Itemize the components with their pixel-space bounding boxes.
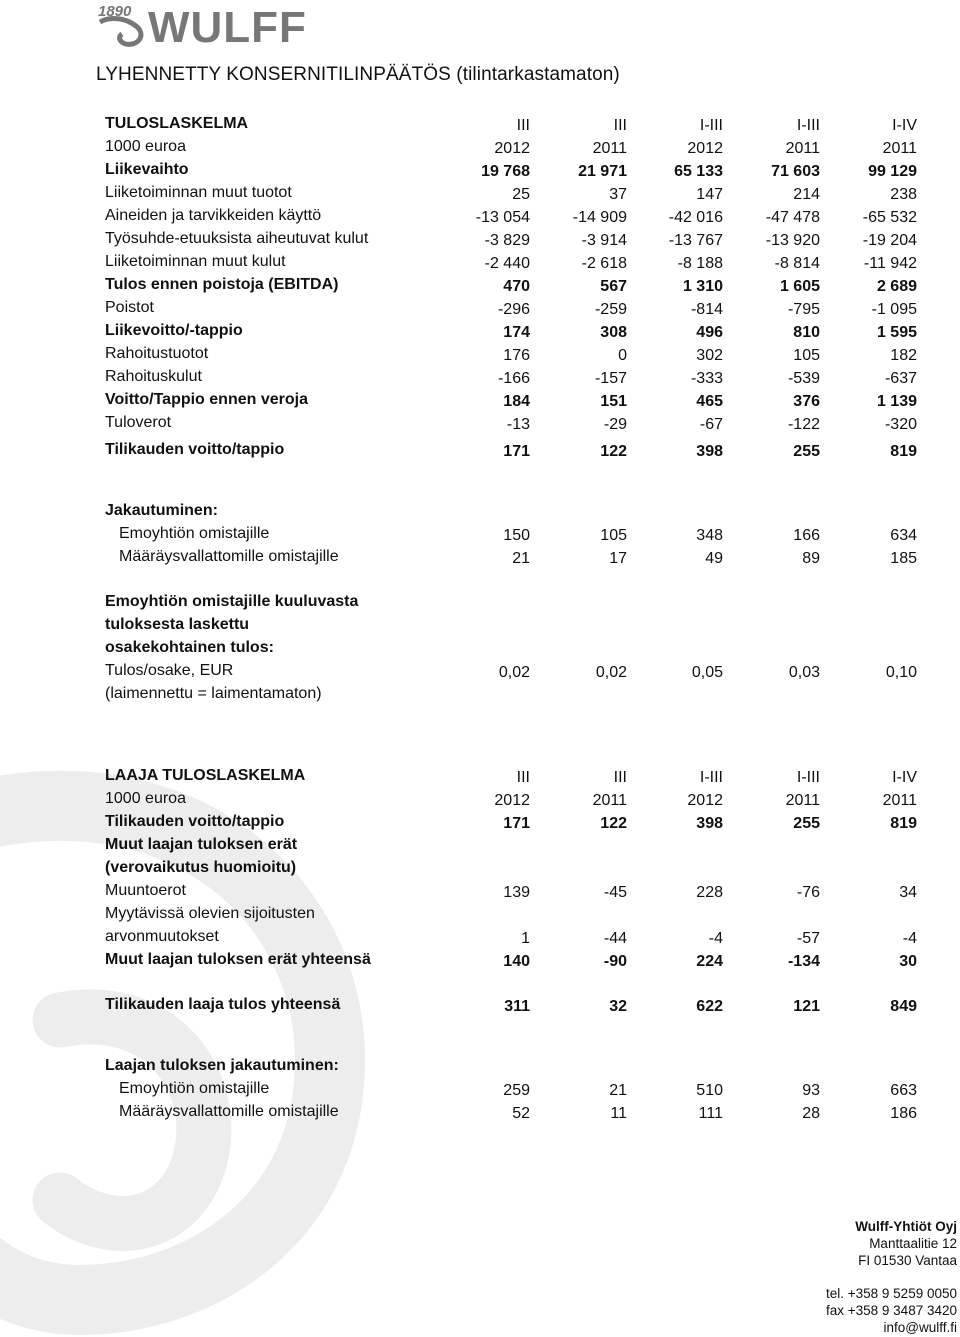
cell-value: 308	[600, 324, 627, 341]
cell-value: -29	[603, 416, 627, 433]
unit-label: 1000 euroa	[105, 138, 186, 155]
cell-value: 21	[512, 550, 530, 567]
cell-value: 238	[890, 186, 917, 203]
cell-value: 122	[600, 815, 627, 832]
table-row	[105, 902, 917, 925]
table-row	[105, 158, 917, 181]
row-label: Työsuhde-etuuksista aiheutuvat kulut	[105, 230, 369, 247]
cell-value: 89	[802, 550, 820, 567]
period-label: I-IV	[892, 769, 917, 786]
cell-value: 0,02	[595, 664, 627, 681]
year-label: 2012	[494, 140, 530, 157]
cell-value: -13 054	[475, 209, 530, 226]
table-row	[105, 319, 917, 342]
eps-heading-row	[105, 636, 917, 659]
cell-value: 21	[609, 1082, 627, 1099]
table-row	[105, 438, 917, 461]
year-label: 2011	[785, 792, 820, 809]
cell-value: -57	[796, 930, 820, 947]
cell-value: 228	[696, 884, 723, 901]
email-link[interactable]: info@wulff.fi	[883, 1320, 957, 1335]
cell-value: 52	[512, 1105, 530, 1122]
cell-value: 1 139	[876, 393, 917, 410]
cell-value: 49	[705, 550, 723, 567]
distribution-heading-row	[105, 1054, 917, 1077]
year-label: 2011	[592, 140, 627, 157]
cell-value: 0,02	[498, 664, 530, 681]
row-label: Liiketoiminnan muut kulut	[105, 253, 286, 270]
oci-heading-line: (verovaikutus huomioitu)	[105, 859, 297, 876]
period-label: I-III	[796, 769, 820, 786]
row-label: Poistot	[105, 299, 154, 316]
cell-value: -76	[796, 884, 820, 901]
cell-value: -4	[708, 930, 723, 947]
row-label: Tulos ennen poistoja (EBITDA)	[105, 276, 339, 293]
year-label: 2011	[785, 140, 820, 157]
cell-value: -8 814	[774, 255, 820, 272]
distribution-heading: Laajan tuloksen jakautuminen:	[105, 1057, 339, 1074]
row-label: Liikevoitto/-tappio	[105, 322, 243, 339]
cell-value: -795	[787, 301, 820, 318]
cell-value: 17	[609, 550, 627, 567]
row-label: Voitto/Tappio ennen veroja	[105, 391, 308, 408]
table-row-total	[105, 948, 917, 971]
row-label: Emoyhtiön omistajille	[119, 1080, 270, 1097]
year-label: 2011	[592, 792, 627, 809]
comprehensive-heading: LAAJA TULOSLASKELMA	[105, 767, 306, 784]
cell-value: 121	[793, 998, 820, 1015]
cell-value: -42 016	[668, 209, 723, 226]
row-label: Rahoitustuotot	[105, 345, 209, 362]
cell-value: 99 129	[868, 163, 917, 180]
eps-label: Tulos/osake, EUR	[105, 662, 234, 679]
eps-heading-row	[105, 613, 917, 636]
row-label: Määräysvallattomille omistajille	[119, 548, 339, 565]
logo-year: 1890	[98, 3, 132, 20]
cell-value: -259	[594, 301, 627, 318]
comprehensive-header-row	[105, 764, 917, 787]
income-header-row	[105, 112, 917, 135]
cell-value: 37	[609, 186, 627, 203]
cell-value: 19 768	[481, 163, 530, 180]
cell-value: -637	[884, 370, 917, 387]
cell-value: 105	[793, 347, 820, 364]
cell-value: -13 920	[765, 232, 820, 249]
cell-value: 139	[503, 884, 530, 901]
table-row-total	[105, 993, 917, 1016]
cell-value: 1 605	[779, 278, 820, 295]
oci-heading-row	[105, 856, 917, 879]
city-address: FI 01530 Vantaa	[858, 1253, 957, 1268]
row-label: Muuntoerot	[105, 882, 186, 899]
row-label: Rahoituskulut	[105, 368, 202, 385]
cell-value: 311	[504, 998, 530, 1015]
phone-number: tel. +358 9 5259 0050	[826, 1286, 957, 1301]
cell-value: 398	[696, 815, 723, 832]
row-label: arvonmuutokset	[105, 928, 219, 945]
oci-heading-line: Muut laajan tuloksen erät	[105, 836, 298, 853]
distribution-heading-row	[105, 499, 917, 522]
period-label: I-III	[699, 117, 723, 134]
period-label: III	[516, 117, 530, 134]
period-label: III	[613, 117, 627, 134]
eps-heading-line: osakekohtainen tulos:	[105, 639, 274, 656]
cell-value: 25	[512, 186, 530, 203]
cell-value: 184	[503, 393, 530, 410]
year-label: 2012	[687, 792, 723, 809]
year-label: 2011	[882, 140, 917, 157]
cell-value: 259	[503, 1082, 530, 1099]
row-label: Tilikauden laaja tulos yhteensä	[105, 996, 341, 1013]
cell-value: -19 204	[862, 232, 917, 249]
cell-value: 0	[618, 347, 627, 364]
cell-value: -1 095	[871, 301, 917, 318]
eps-row	[105, 659, 917, 682]
cell-value: 810	[793, 324, 820, 341]
wulff-logo	[96, 2, 371, 48]
cell-value: 186	[890, 1105, 917, 1122]
cell-value: -333	[690, 370, 723, 387]
row-label: Muut laajan tuloksen erät yhteensä	[105, 951, 371, 968]
table-row	[105, 1100, 917, 1123]
row-label: Tilikauden voitto/tappio	[105, 813, 285, 830]
cell-value: 150	[503, 527, 530, 544]
cell-value: -122	[787, 416, 820, 433]
cell-value: -157	[594, 370, 627, 387]
cell-value: 176	[503, 347, 530, 364]
logo-wordmark: WULFF	[148, 3, 307, 48]
row-label: Emoyhtiön omistajille	[119, 525, 270, 542]
cell-value: 21 971	[578, 163, 627, 180]
income-statement	[105, 112, 917, 705]
cell-value: 105	[600, 527, 627, 544]
company-address-block	[826, 1218, 957, 1336]
table-row	[105, 810, 917, 833]
cell-value: 496	[696, 324, 723, 341]
income-rows	[105, 158, 917, 461]
cell-value: -45	[603, 884, 627, 901]
cell-value: 622	[696, 998, 723, 1015]
row-label: Myytävissä olevien sijoitusten	[105, 905, 315, 922]
table-row	[105, 342, 917, 365]
cell-value: 174	[503, 324, 530, 341]
income-heading: TULOSLASKELMA	[105, 115, 249, 132]
table-row	[105, 545, 917, 568]
cell-value: 2 689	[876, 278, 917, 295]
cell-value: 28	[802, 1105, 820, 1122]
cell-value: -90	[603, 953, 627, 970]
period-label: I-III	[796, 117, 820, 134]
income-unit-row	[105, 135, 917, 158]
row-label: Tilikauden voitto/tappio	[105, 441, 285, 458]
cell-value: 376	[793, 393, 820, 410]
cell-value: 171	[503, 815, 530, 832]
cell-value: 663	[890, 1082, 917, 1099]
cell-value: 348	[696, 527, 723, 544]
cell-value: 11	[610, 1105, 627, 1122]
year-label: 2011	[882, 792, 917, 809]
table-row	[105, 250, 917, 273]
cell-value: 171	[503, 443, 530, 460]
cell-value: 30	[899, 953, 917, 970]
eps-note-row	[105, 682, 917, 705]
cell-value: 255	[793, 815, 820, 832]
cell-value: -134	[787, 953, 820, 970]
cell-value: -166	[497, 370, 530, 387]
table-row	[105, 388, 917, 411]
cell-value: -814	[690, 301, 723, 318]
cell-value: 634	[890, 527, 917, 544]
cell-value: -11 942	[863, 255, 917, 272]
company-name: Wulff-Yhtiöt Oyj	[855, 1219, 957, 1234]
cell-value: 819	[890, 443, 917, 460]
cell-value: 32	[609, 998, 627, 1015]
cell-value: 1	[521, 930, 530, 947]
cell-value: 0,05	[691, 664, 723, 681]
cell-value: 140	[503, 953, 530, 970]
cell-value: -2 440	[484, 255, 530, 272]
table-row	[105, 411, 917, 434]
table-row	[105, 925, 917, 948]
eps-note: (laimennettu = laimentamaton)	[105, 685, 322, 702]
street-address: Manttaalitie 12	[869, 1236, 957, 1251]
cell-value: 182	[890, 347, 917, 364]
table-row	[105, 522, 917, 545]
eps-heading-line: tuloksesta laskettu	[105, 616, 250, 633]
cell-value: -2 618	[581, 255, 627, 272]
cell-value: -67	[699, 416, 723, 433]
cell-value: -47 478	[765, 209, 820, 226]
cell-value: -320	[884, 416, 917, 433]
cell-value: -3 829	[484, 232, 530, 249]
table-row	[105, 365, 917, 388]
table-row	[105, 181, 917, 204]
table-row	[105, 879, 917, 902]
cell-value: 34	[899, 884, 917, 901]
cell-value: -296	[497, 301, 530, 318]
cell-value: 224	[696, 953, 723, 970]
cell-value: 147	[696, 186, 723, 203]
year-label: 2012	[494, 792, 530, 809]
cell-value: 567	[600, 278, 627, 295]
table-row	[105, 204, 917, 227]
table-row	[105, 273, 917, 296]
comprehensive-income-statement	[105, 764, 917, 1123]
cell-value: 398	[696, 443, 723, 460]
cell-value: -539	[787, 370, 820, 387]
cell-value: 1 310	[682, 278, 723, 295]
cell-value: 122	[600, 443, 627, 460]
row-label: Aineiden ja tarvikkeiden käyttö	[105, 207, 322, 224]
cell-value: 470	[503, 278, 530, 295]
row-label: Liiketoiminnan muut tuotot	[105, 184, 292, 201]
oci-heading-row	[105, 833, 917, 856]
cell-value: 465	[696, 393, 723, 410]
period-label: III	[613, 769, 627, 786]
document-title: LYHENNETTY KONSERNITILINPÄÄTÖS (tilintarkastamaton)	[96, 64, 620, 85]
eps-heading-row	[105, 590, 917, 613]
cell-value: -14 909	[572, 209, 627, 226]
cell-value: 819	[890, 815, 917, 832]
cell-value: -13	[506, 416, 530, 433]
cell-value: 185	[890, 550, 917, 567]
period-label: III	[516, 769, 530, 786]
cell-value: 255	[793, 443, 820, 460]
distribution-heading: Jakautuminen:	[105, 502, 218, 519]
cell-value: 0,03	[788, 664, 820, 681]
cell-value: -4	[902, 930, 917, 947]
cell-value: 65 133	[674, 163, 723, 180]
cell-value: 214	[793, 186, 820, 203]
row-label: Määräysvallattomille omistajille	[119, 1103, 339, 1120]
period-label: I-III	[699, 769, 723, 786]
cell-value: -65 532	[862, 209, 917, 226]
cell-value: 166	[793, 527, 820, 544]
cell-value: 302	[696, 347, 723, 364]
row-label: Tuloverot	[105, 414, 172, 431]
cell-value: 71 603	[771, 163, 820, 180]
cell-value: -44	[603, 930, 627, 947]
cell-value: 151	[600, 393, 627, 410]
cell-value: 510	[696, 1082, 723, 1099]
cell-value: -13 767	[668, 232, 723, 249]
eps-heading-line: Emoyhtiön omistajille kuuluvasta	[105, 593, 359, 610]
table-row	[105, 296, 917, 319]
comprehensive-unit-row	[105, 787, 917, 810]
cell-value: 849	[890, 998, 917, 1015]
year-label: 2012	[687, 140, 723, 157]
period-label: I-IV	[892, 117, 917, 134]
table-row	[105, 227, 917, 250]
cell-value: 111	[698, 1105, 723, 1122]
cell-value: 93	[802, 1082, 820, 1099]
row-label: Liikevaihto	[105, 161, 189, 178]
cell-value: -3 914	[581, 232, 627, 249]
cell-value: 1 595	[876, 324, 917, 341]
cell-value: 0,10	[885, 664, 917, 681]
cell-value: -8 188	[677, 255, 723, 272]
table-row	[105, 1077, 917, 1100]
unit-label: 1000 euroa	[105, 790, 186, 807]
fax-number: fax +358 9 3487 3420	[826, 1303, 957, 1318]
